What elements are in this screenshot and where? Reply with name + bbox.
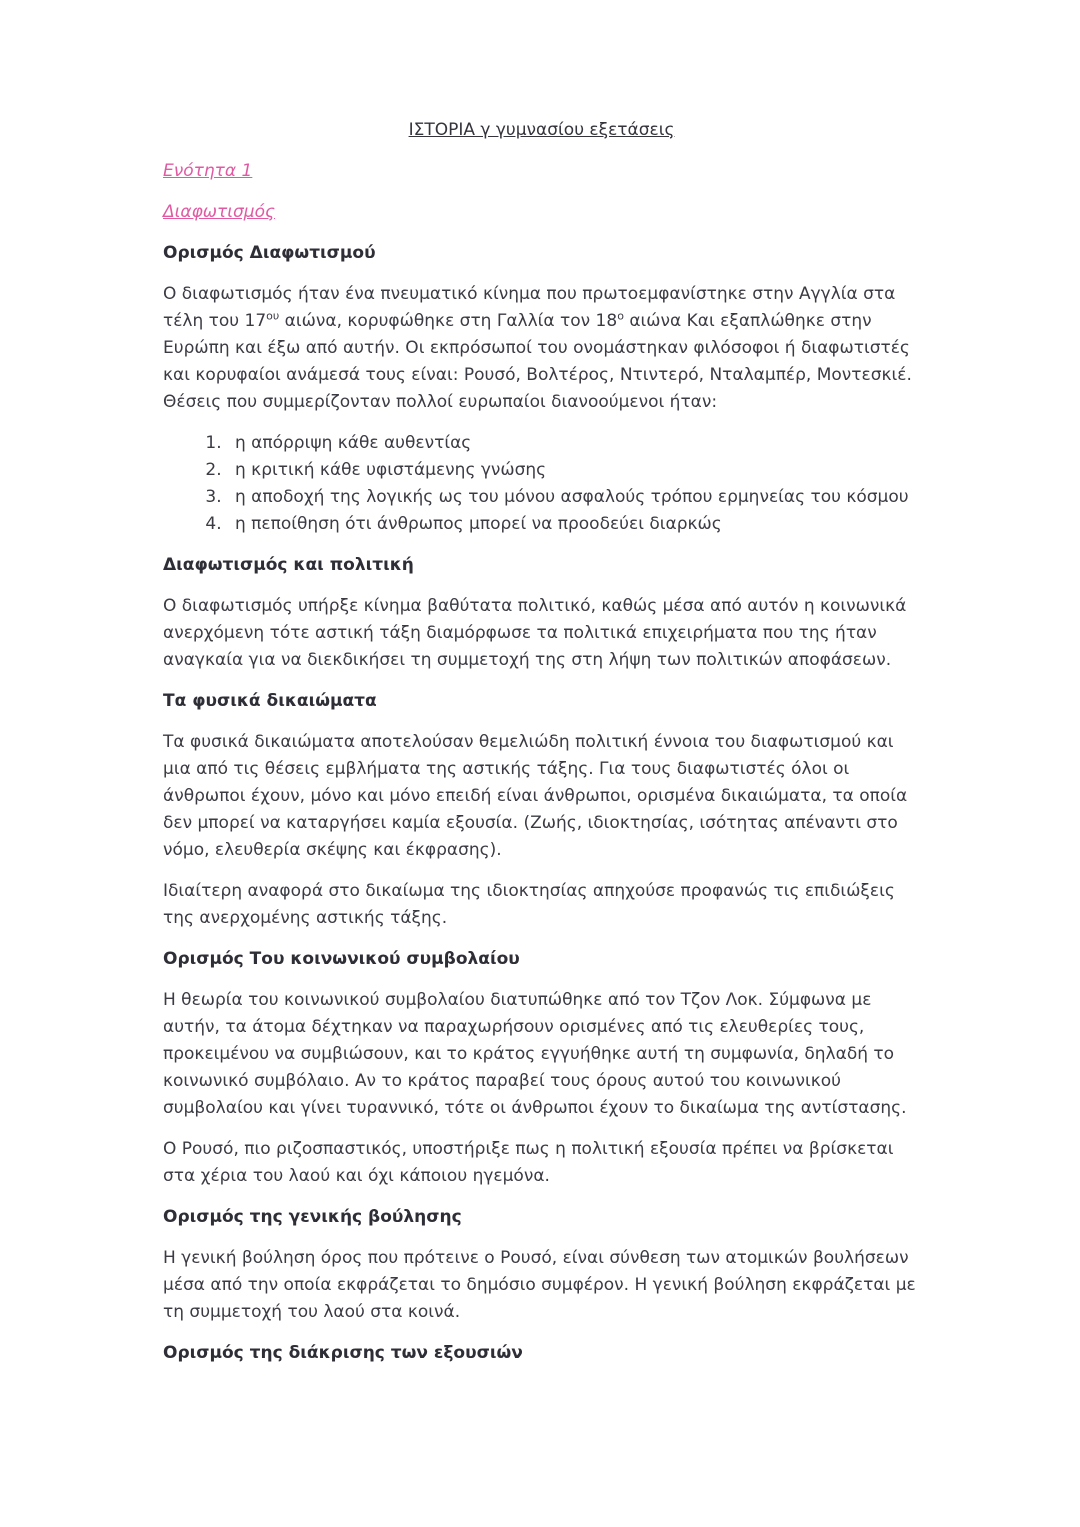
enlightenment-positions-list (163, 430, 920, 538)
document-title: ΙΣΤΟΡΙΑ γ γυμνασίου εξετάσεις (408, 120, 675, 140)
paragraph-general-will: Η γενική βούληση όρος που πρότεινε ο Ρουσό, είναι σύνθεση των ατομικών βουλήσεων μέσα από την οποία εκφράζεται το δημόσιο συμφέρον. Η γενική βούληση εκφράζεται με τη συμμετοχή του λαού στα κοινά. (163, 1248, 916, 1322)
ordinal-superscript: ο (617, 309, 624, 323)
paragraph-enlightenment-politics: Ο διαφωτισμός υπήρξε κίνημα βαθύτατα πολιτικό, καθώς μέσα από αυτόν η κοινωνικά ανερχόμενη τότε αστική τάξη διαμόρφωσε τα πολιτικά επιχειρήματα που της ήταν αναγκαία για να διεκδικήσει τη συμμετοχή της στη λήψη των πολιτικών αποφάσεων. (163, 596, 907, 670)
section-heading-separation-of-powers: Ορισμός της διάκρισης των εξουσιών (163, 1343, 523, 1363)
paragraph-text: αιώνα, κορυφώθηκε στη Γαλλία τον 18 (279, 311, 618, 331)
list-item: 1. η απόρριψη κάθε αυθεντίας (227, 430, 920, 457)
section-heading-general-will: Ορισμός της γενικής βούλησης (163, 1207, 462, 1227)
section-heading-enlightenment-politics: Διαφωτισμός και πολιτική (163, 555, 414, 575)
list-item: 2. η κριτική κάθε υφιστάμενης γνώσης (227, 457, 920, 484)
paragraph-social-contract: Η θεωρία του κοινωνικού συμβολαίου διατυπώθηκε από τον Τζον Λοκ. Σύμφωνα με αυτήν, τα άτομα δέχτηκαν να παραχωρήσουν ορισμένες από τις ελευθερίες τους, προκειμένου να συμβιώσουν, και το κράτος εγγυήθηκε αυτή τη συμφωνία, δηλαδή το κοινωνικό συμβόλαιο. Αν το κράτος παραβεί τους όρους αυτού του κοινωνικού συμβολαίου και γίνει τυραννικό, τότε οι άνθρωποι έχουν το δικαίωμα της αντίστασης. (163, 990, 907, 1118)
paragraph-natural-rights: Τα φυσικά δικαιώματα αποτελούσαν θεμελιώδη πολιτική έννοια του διαφωτισμού και μια από τις θέσεις εμβλήματα της αστικής τάξης. Για τους διαφωτιστές όλοι οι άνθρωποι έχουν, μόνο και μόνο επειδή είναι άνθρωποι, ορισμένα δικαιώματα, τα οποία δεν μπορεί να καταργήσει καμία εξουσία. (Ζωής, ιδιοκτησίας, ισότητας απέναντι στο νόμο, ελευθερία σκέψης και έκφρασης). (163, 732, 908, 860)
paragraph-text: Ο διαφωτισμός ήταν ένα πνευματικό κίνημα που πρωτοεμφανίστηκε στην Αγγλία στα τέλη του 17 (163, 284, 896, 331)
topic-heading: Διαφωτισμός (163, 202, 275, 222)
section-heading-enlightenment-definition: Ορισμός Διαφωτισμού (163, 243, 376, 263)
unit-heading: Ενότητα 1 (163, 161, 253, 181)
list-item: 3. η αποδοχή της λογικής ως του μόνου ασφαλούς τρόπου ερμηνείας του κόσμου (227, 484, 920, 511)
paragraph-property-right: Ιδιαίτερη αναφορά στο δικαίωμα της ιδιοκτησίας απηχούσε προφανώς τις επιδιώξεις της ανερχομένης αστικής τάξης. (163, 881, 895, 928)
paragraph-enlightenment-definition (163, 281, 920, 416)
paragraph-text: αιώνα Και εξαπλώθηκε στην Ευρώπη και έξω από αυτήν. Οι εκπρόσωποί του ονομάστηκαν φιλόσοφοι ή διαφωτιστές και κορυφαίοι ανάμεσά τους είναι: Ρουσό, Βολτέρος, Ντιντερό, Νταλαμπέρ, Μοντεσκιέ. Θέσεις που συμμερίζονταν πολλοί ευρωπαίοι διανοούμενοι ήταν: (163, 311, 912, 412)
list-item: 4. η πεποίθηση ότι άνθρωπος μπορεί να προοδεύει διαρκώς (227, 511, 920, 538)
section-heading-social-contract: Ορισμός Του κοινωνικού συμβολαίου (163, 949, 520, 969)
ordinal-superscript: ου (266, 309, 280, 323)
section-heading-natural-rights: Τα φυσικά δικαιώματα (163, 691, 377, 711)
paragraph-rousseau: Ο Ρουσό, πιο ριζοσπαστικός, υποστήριξε πως η πολιτική εξουσία πρέπει να βρίσκεται στα χέρια του λαού και όχι κάποιου ηγεμόνα. (163, 1139, 894, 1186)
